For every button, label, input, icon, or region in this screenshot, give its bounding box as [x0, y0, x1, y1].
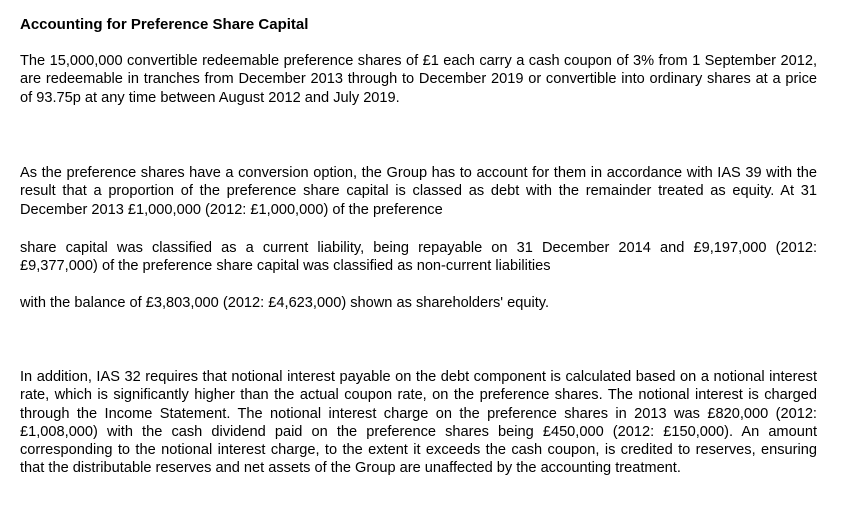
paragraph-share-terms: The 15,000,000 convertible redeemable preference shares of £1 each carry a cash coupon of 3% from 1 September 2012, are redeemable in tranches from December 2013 through to December 2019 or convertible into ordinary shares at a price of 93.75p at any time between August 2012 and July 2019. — [20, 53, 817, 106]
paragraph-conversion-option: As the preference shares have a conversion option, the Group has to account for them in accordance with IAS 39 with the result that a proportion of the preference share capital is classed as debt with the remainder treated as equity. At 31 December 2013 £1,000,000 (2012: £1,000,000) of the preference — [20, 165, 817, 218]
section-heading: Accounting for Preference Share Capital — [20, 16, 309, 33]
paragraph-equity-balance: with the balance of £3,803,000 (2012: £4,623,000) shown as shareholders' equity. — [20, 295, 550, 311]
paragraph-notional-interest: In addition, IAS 32 requires that notional interest payable on the debt component is calculated based on a notional interest rate, which is significantly higher than the actual coupon rate, on the preference shares. The notional interest is charged through the Income Statement. The notional interest charge on the preference shares in 2013 was £820,000 (2012: £1,008,000) with the cash dividend paid on the preference shares being £450,000 (2012: £150,000). An amount corresponding to the notional interest charge, to the extent it exceeds the cash coupon, is credited to reserves, ensuring that the distributable reserves and net assets of the Group are unaffected by the accounting treatment. — [20, 369, 817, 477]
paragraph-liability-classification: share capital was classified as a current liability, being repayable on 31 December 2014 and £9,197,000 (2012: £9,377,000) of the preference share capital was classified as non-current liabilities — [20, 240, 817, 275]
